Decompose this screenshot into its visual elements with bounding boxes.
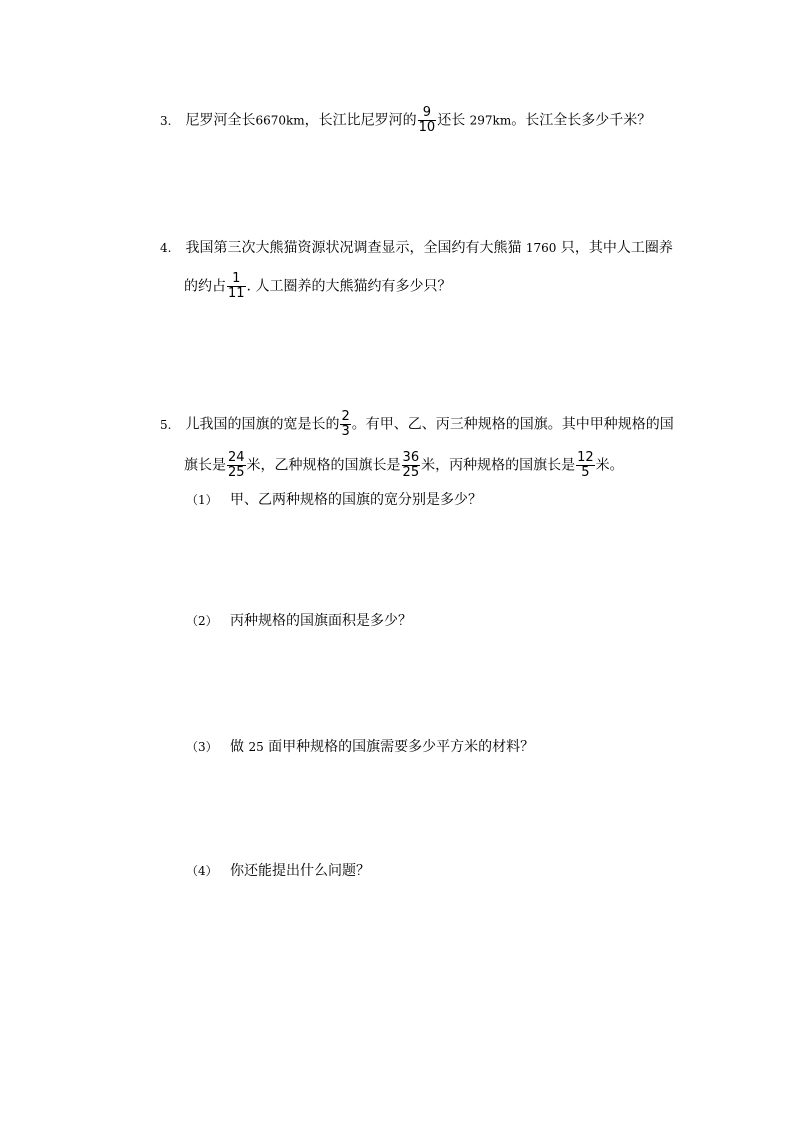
problem-4-line-2 — [184, 272, 451, 301]
numerator: 36 — [402, 450, 420, 465]
problem-value: 1760 — [525, 241, 557, 255]
numerator: 1 — [232, 271, 241, 286]
problem-number: 5. — [160, 417, 172, 432]
problem-5-line-1 — [160, 410, 674, 439]
problem-text: . 人工圈养的大熊猫约有多少只？ — [246, 278, 452, 295]
problem-text: 。有甲、乙、丙三种规格的国旗。其中甲种规格的国 — [351, 416, 674, 433]
denominator: 25 — [228, 465, 245, 480]
problem-number: 3. — [160, 113, 172, 128]
numerator: 24 — [228, 450, 245, 465]
fraction — [340, 410, 350, 439]
fraction — [418, 106, 437, 135]
problem-text: 旗长是 — [184, 457, 226, 474]
problem-text: 我国第三次大熊猫资源状况调查显示，全国约有大熊猫 — [185, 240, 526, 256]
numerator: 2 — [341, 409, 350, 424]
fraction — [402, 451, 421, 480]
sub-question-number: （4） — [186, 864, 218, 878]
problem-text: 只，其中人工圈养 — [556, 240, 673, 256]
sub-question-number: （1） — [186, 493, 218, 507]
problem-value: 6670km — [255, 113, 305, 128]
sub-question-text: 做 — [230, 739, 249, 755]
sub-question-1 — [186, 490, 482, 510]
fraction — [576, 451, 595, 480]
problem-5-line-2 — [184, 451, 624, 480]
fraction — [227, 272, 246, 301]
sub-question-2 — [186, 611, 412, 631]
numerator: 9 — [422, 105, 432, 120]
sub-question-number: （2） — [186, 614, 218, 628]
sub-question-number: （3） — [186, 740, 218, 754]
problem-text: 还长 — [437, 112, 470, 129]
problem-text: 米，丙种规格的国旗长是 — [421, 457, 576, 474]
problem-3 — [160, 106, 651, 135]
denominator: 3 — [341, 424, 350, 439]
sub-question-text: 你还能提出什么问题？ — [230, 863, 370, 879]
problem-text: 的约占 — [184, 278, 226, 295]
problem-text: 米，乙种规格的国旗长是 — [246, 457, 401, 474]
problem-text: ，长江比尼罗河的 — [304, 112, 417, 129]
problem-text: 尼罗河全长 — [185, 112, 256, 129]
denominator: 5 — [576, 465, 595, 480]
sub-question-text: 甲、乙两种规格的国旗的宽分别是多少？ — [230, 492, 482, 508]
sub-question-4 — [186, 861, 370, 881]
problem-text: 米。 — [595, 457, 624, 474]
denominator: 11 — [228, 286, 245, 301]
numerator: 12 — [577, 450, 594, 465]
problem-4-line-1 — [160, 238, 673, 258]
denominator: 10 — [418, 120, 436, 135]
problem-text: 。长江全长多少千米？ — [511, 112, 652, 129]
sub-question-3 — [186, 737, 534, 757]
fraction — [227, 451, 246, 480]
denominator: 25 — [402, 465, 420, 480]
sub-question-text: 丙种规格的国旗面积是多少？ — [230, 613, 412, 629]
problem-value: 297km — [469, 113, 512, 128]
sub-question-value: 25 — [248, 740, 264, 754]
sub-question-text: 面甲种规格的国旗需要多少平方米的材料？ — [263, 739, 535, 755]
problem-number: 4. — [160, 241, 172, 255]
problem-text: 儿我国的国旗的宽是长的 — [185, 416, 340, 433]
